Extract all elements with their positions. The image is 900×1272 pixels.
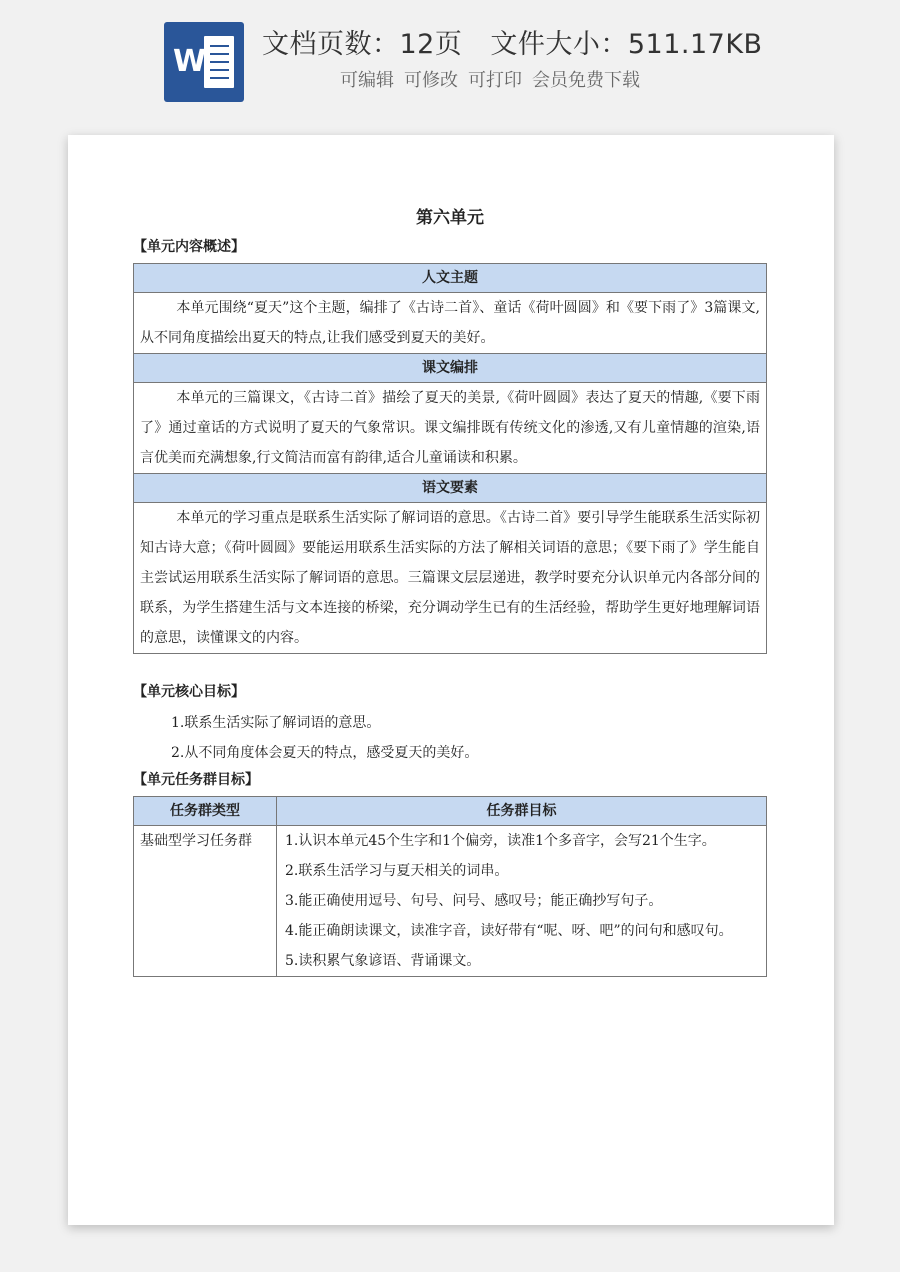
arrangement-text-cell: 本单元的三篇课文，《古诗二首》描绘了夏天的美景,《荷叶圆圆》表达了夏天的情趣,《要下雨了》通过童话的方式说明了夏天的气象常识。课文编排既有传统文化的渗透,又有儿童情趣的渲染,语言优美而充满想象,行文简洁而富有韵律,适合儿童诵读和积累。 bbox=[134, 383, 767, 474]
feature-editable: 可编辑 bbox=[340, 70, 394, 91]
file-meta bbox=[262, 22, 763, 61]
task-goal-header: 任务群目标 bbox=[277, 797, 767, 826]
theme-text-cell: 本单元围绕“夏天”这个主题，编排了《古诗二首》、童话《荷叶圆圆》和《要下雨了》3篇课文,从不同角度描绘出夏天的特点,让我们感受到夏天的美好。 bbox=[134, 293, 767, 354]
task-group-heading: 【单元任务群目标】 bbox=[133, 772, 259, 788]
download-info-header bbox=[0, 0, 900, 120]
core-goal-item: 2.从不同角度体会夏天的特点，感受夏天的美好。 bbox=[171, 745, 479, 761]
document-title: 第六单元 bbox=[416, 208, 484, 228]
page-count: 文档页数：12页 bbox=[262, 29, 463, 60]
feature-printable: 可打印 bbox=[468, 70, 522, 91]
task-group-table bbox=[133, 796, 767, 977]
core-goal-item: 1.联系生活实际了解词语的意思。 bbox=[171, 715, 381, 731]
overview-table bbox=[133, 263, 767, 654]
task-goal-item: 5.读积累气象谚语、背诵课文。 bbox=[285, 953, 481, 969]
task-type-header: 任务群类型 bbox=[134, 797, 277, 826]
task-goals-cell bbox=[277, 826, 767, 977]
task-goal-item: 3.能正确使用逗号、句号、问号、感叹号；能正确抄写句子。 bbox=[285, 893, 663, 909]
word-icon-letter: W bbox=[173, 44, 207, 79]
document-page bbox=[68, 135, 834, 1225]
task-goal-item: 1.认识本单元45个生字和1个偏旁，读准1个多音字，会写21个生字。 bbox=[285, 833, 716, 849]
core-goals-heading: 【单元核心目标】 bbox=[133, 684, 245, 700]
word-document-icon bbox=[164, 22, 244, 102]
word-icon-page bbox=[204, 36, 234, 88]
file-size: 文件大小：511.17KB bbox=[490, 29, 763, 60]
task-type-cell: 基础型学习任务群 bbox=[134, 826, 277, 977]
task-goal-item: 4.能正确朗读课文，读准字音，读好带有“呢、呀、吧”的问句和感叹句。 bbox=[285, 923, 733, 939]
feature-modifiable: 可修改 bbox=[404, 70, 458, 91]
feature-list bbox=[340, 66, 640, 92]
arrangement-heading-cell: 课文编排 bbox=[134, 354, 767, 383]
overview-heading: 【单元内容概述】 bbox=[133, 239, 245, 255]
elements-heading-cell: 语文要素 bbox=[134, 474, 767, 503]
task-goal-item: 2.联系生活学习与夏天相关的词串。 bbox=[285, 863, 509, 879]
feature-member-download: 会员免费下载 bbox=[532, 70, 640, 91]
document-content bbox=[133, 205, 767, 977]
elements-text-cell: 本单元的学习重点是联系生活实际了解词语的意思。《古诗二首》要引导学生能联系生活实际初知古诗大意；《荷叶圆圆》要能运用联系生活实际的方法了解相关词语的意思；《要下雨了》学生能自主尝试运用联系生活实际了解词语的意思。三篇课文层层递进，教学时要充分认识单元内各部分间的联系，为学生搭建生活与文本连接的桥梁，充分调动学生已有的生活经验，帮助学生更好地理解词语的意思，读懂课文的内容。 bbox=[134, 503, 767, 654]
theme-heading-cell: 人文主题 bbox=[134, 264, 767, 293]
